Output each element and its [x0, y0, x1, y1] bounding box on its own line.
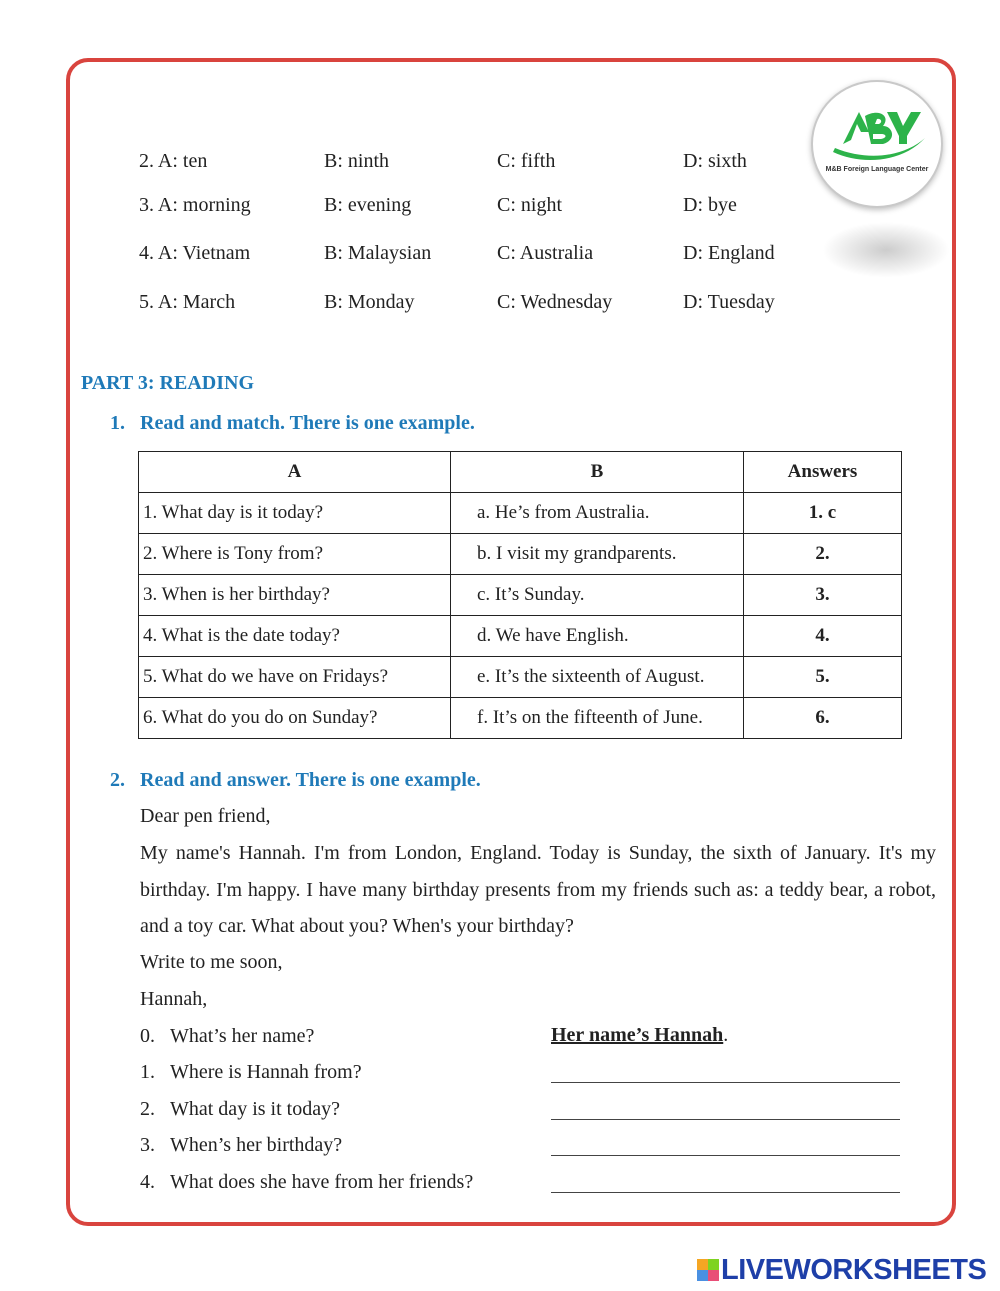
match-table	[138, 451, 902, 739]
table-row	[139, 616, 902, 657]
option-2a: 2. A: ten	[139, 150, 208, 172]
letter-body: My name's Hannah. I'm from London, England. Today is Sunday, the sixth of January. It's my birthday. I'm happy. I have many birthday presents from my friends such as: a teddy bear, a robot, and a toy car. What about you? When's your birthday?	[140, 842, 936, 937]
part-title: PART 3: READING	[81, 372, 255, 394]
option-5b: B: Monday	[324, 291, 415, 313]
example-answer	[551, 1024, 728, 1047]
answer-cell[interactable]: 6.	[744, 698, 902, 739]
answer-line[interactable]	[551, 1119, 900, 1120]
letter-closing: Write to me soon,	[140, 951, 283, 973]
option-3b: B: evening	[324, 194, 412, 216]
letter-greeting: Dear pen friend,	[140, 805, 271, 827]
option-3c: C: night	[497, 194, 563, 216]
option-2c: C: fifth	[497, 150, 556, 172]
question-text: Where is Hannah from?	[170, 1061, 362, 1083]
answer-line[interactable]	[551, 1082, 900, 1083]
question-number: 0.	[140, 1025, 155, 1047]
question-text: When’s her birthday?	[170, 1134, 343, 1156]
brand-name: LIVEWORKSHEETS	[721, 1253, 987, 1286]
question-cell: 5. What do we have on Fridays?	[139, 657, 451, 698]
option-4b: B: Malaysian	[324, 242, 432, 264]
question-number: 2.	[140, 1098, 155, 1120]
answer-line[interactable]	[551, 1155, 900, 1156]
question-text: What does she have from her friends?	[170, 1171, 474, 1193]
logo-mark-icon	[813, 82, 941, 206]
school-logo	[811, 80, 943, 208]
answer-option-cell: d. We have English.	[451, 616, 744, 657]
table-header-row	[139, 452, 902, 493]
answer-option-cell: f. It’s on the fifteenth of June.	[451, 698, 744, 739]
option-4a: 4. A: Vietnam	[139, 242, 251, 264]
answer-cell[interactable]: 5.	[744, 657, 902, 698]
liveworksheets-logo-icon	[697, 1259, 719, 1281]
answer-cell: 1. c	[744, 493, 902, 534]
liveworksheets-brand	[697, 1253, 986, 1287]
exercise-1-title: 1. Read and match. There is one example.	[110, 412, 475, 434]
example-answer-period: .	[723, 1024, 729, 1046]
question-cell: 1. What day is it today?	[139, 493, 451, 534]
option-5c: C: Wednesday	[497, 291, 613, 313]
question-cell: 2. Where is Tony from?	[139, 534, 451, 575]
question-number: 4.	[140, 1171, 155, 1193]
decorative-shadow	[822, 222, 950, 278]
answer-cell[interactable]: 2.	[744, 534, 902, 575]
header-answers: Answers	[744, 452, 902, 493]
example-answer-text: Her name’s Hannah	[551, 1024, 724, 1046]
question-cell: 4. What is the date today?	[139, 616, 451, 657]
question-cell: 6. What do you do on Sunday?	[139, 698, 451, 739]
option-3d: D: bye	[683, 194, 737, 216]
answer-option-cell: e. It’s the sixteenth of August.	[451, 657, 744, 698]
letter-signature: Hannah,	[140, 988, 208, 1010]
option-2b: B: ninth	[324, 150, 390, 172]
answer-option-cell: c. It’s Sunday.	[451, 575, 744, 616]
table-row	[139, 534, 902, 575]
option-5a: 5. A: March	[139, 291, 236, 313]
option-2d: D: sixth	[683, 150, 747, 172]
table-row	[139, 698, 902, 739]
question-text: What day is it today?	[170, 1098, 340, 1120]
question-number: 1.	[140, 1061, 155, 1083]
header-a: A	[139, 452, 451, 493]
logo-caption: M&B Foreign Language Center	[825, 166, 929, 173]
answer-line[interactable]	[551, 1192, 900, 1193]
answer-option-cell: b. I visit my grandparents.	[451, 534, 744, 575]
exercise-2-title: 2. Read and answer. There is one example.	[110, 769, 481, 791]
option-4d: D: England	[683, 242, 775, 264]
question-cell: 3. When is her birthday?	[139, 575, 451, 616]
table-row	[139, 575, 902, 616]
table-row	[139, 657, 902, 698]
answer-option-cell: a. He’s from Australia.	[451, 493, 744, 534]
option-3a: 3. A: morning	[139, 194, 251, 216]
answer-cell[interactable]: 3.	[744, 575, 902, 616]
question-number: 3.	[140, 1134, 155, 1156]
question-text: What’s her name?	[170, 1025, 315, 1047]
option-4c: C: Australia	[497, 242, 594, 264]
option-5d: D: Tuesday	[683, 291, 775, 313]
header-b: B	[451, 452, 744, 493]
table-row	[139, 493, 902, 534]
answer-cell[interactable]: 4.	[744, 616, 902, 657]
